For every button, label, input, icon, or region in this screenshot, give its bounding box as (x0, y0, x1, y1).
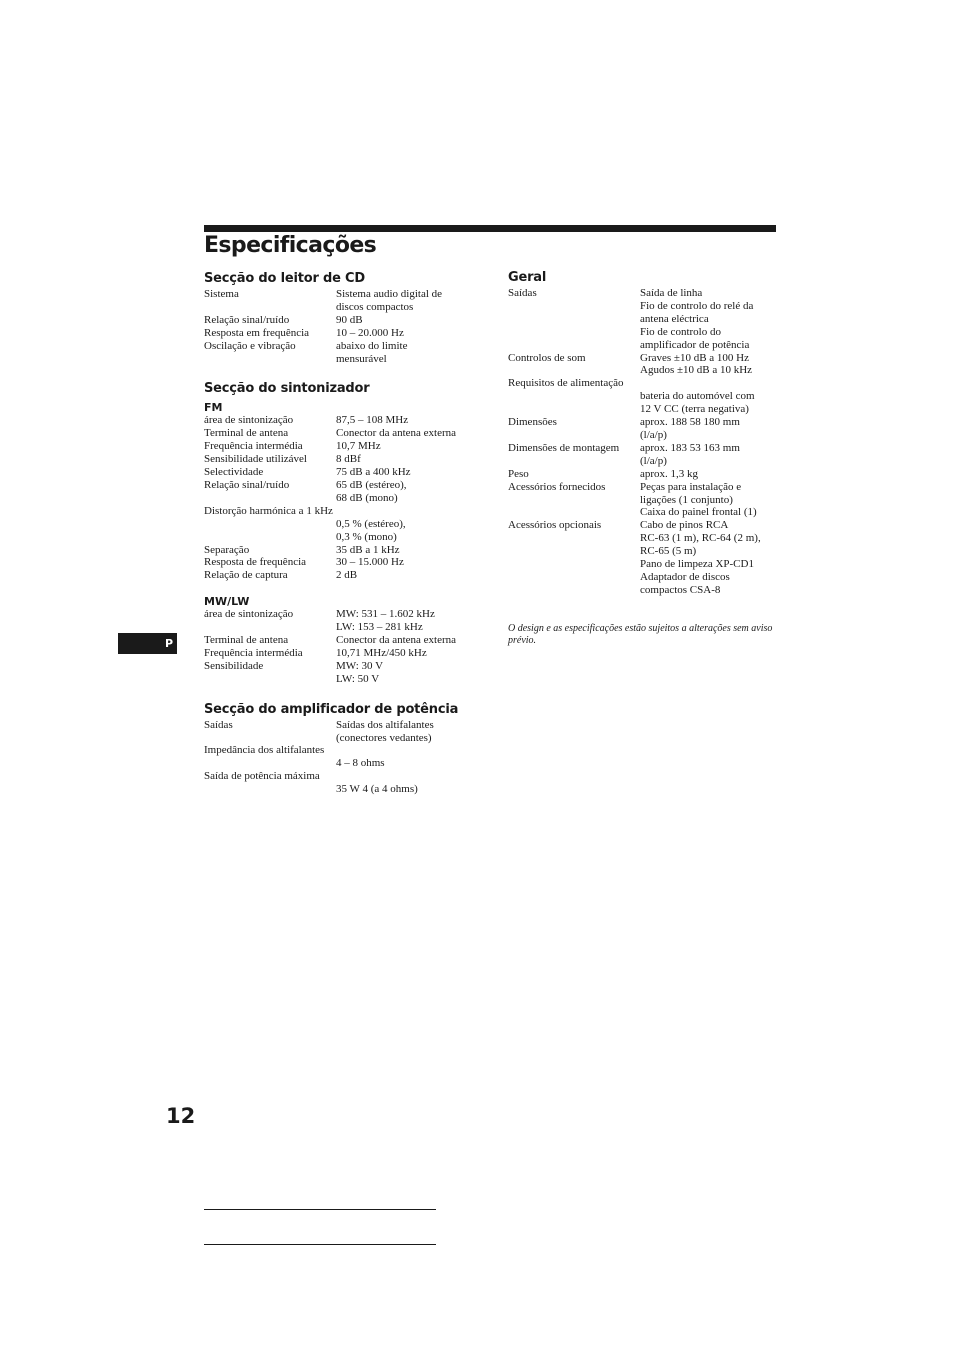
language-tab: P (118, 633, 177, 654)
cd-spec-table (204, 288, 479, 365)
spec-row (204, 744, 479, 757)
spec-row (204, 479, 479, 505)
footer-rule (204, 1244, 436, 1245)
spec-value: 90 dB (336, 313, 363, 326)
spec-label: Impedância dos altifalantes (204, 744, 325, 757)
cd-section-heading: Secção do leitor de CD (204, 271, 365, 286)
spec-row (204, 544, 479, 557)
mwlw-subheading: MW/LW (204, 595, 250, 609)
spec-label: Peso (508, 467, 529, 480)
spec-label: Sistema (204, 288, 239, 300)
spec-label: Distorção harmónica a 1 kHz (204, 504, 333, 517)
spec-label: Saídas (508, 287, 537, 299)
spec-label: Relação sinal/ruído (204, 313, 290, 326)
spec-row (204, 466, 479, 479)
spec-label: área de sintonização (204, 414, 294, 427)
spec-row (508, 468, 778, 481)
spec-row (204, 453, 479, 466)
spec-value: 2 dB (336, 569, 358, 582)
spec-label: Sensibilidade utilizável (204, 453, 307, 466)
spec-value: 10,7 MHz (336, 440, 381, 453)
spec-row (508, 352, 778, 378)
spec-value: Peças para instalação e ligações (1 conjunto) Caixa do painel frontal (1) (640, 480, 757, 519)
spec-label: Sensibilidade (204, 659, 264, 672)
spec-value: 35 W 4 (a 4 ohms) (336, 783, 418, 796)
spec-row (204, 647, 479, 660)
spec-label: área de sintonização (204, 608, 294, 621)
spec-value: Conector da antena externa (336, 427, 457, 440)
spec-label: Requisitos de alimentação (508, 377, 624, 390)
spec-label: Acessórios opcionais (508, 519, 602, 532)
spec-row (508, 287, 778, 352)
title-rule (204, 225, 776, 232)
spec-label: Resposta de frequência (204, 556, 307, 569)
spec-row (204, 440, 479, 453)
amp-spec-table (204, 719, 479, 796)
spec-row (204, 569, 479, 582)
spec-row (204, 427, 479, 440)
page-title: Especificações (204, 233, 377, 258)
spec-row (204, 327, 479, 340)
spec-label: Separação (204, 543, 250, 556)
spec-label: Selectividade (204, 466, 264, 479)
spec-value: 0,5 % (estéreo), 0,3 % (mono) (336, 517, 406, 543)
spec-value: 35 dB a 1 kHz (336, 543, 400, 556)
spec-label: Frequência intermédia (204, 440, 303, 453)
spec-label: Frequência intermédia (204, 646, 303, 659)
spec-label: Terminal de antena (204, 634, 289, 647)
spec-row (508, 481, 778, 520)
spec-value: Conector da antena externa (336, 634, 457, 647)
fm-subheading: FM (204, 401, 223, 415)
spec-value: 75 dB a 400 kHz (336, 466, 411, 479)
spec-value: aprox. 183 53 163 mm (l/a/p) (640, 441, 740, 467)
spec-label: Saídas (204, 718, 233, 731)
mwlw-spec-table (204, 608, 479, 685)
spec-value: Saídas dos altifalantes (conectores vedantes) (336, 718, 434, 744)
spec-label: Relação sinal/ruído (204, 478, 290, 491)
footer-rule (204, 1209, 436, 1210)
spec-value: MW: 531 – 1.602 kHz LW: 153 – 281 kHz (336, 608, 435, 634)
spec-label: Resposta em frequência (204, 326, 310, 339)
spec-row (204, 314, 479, 327)
spec-row (204, 719, 479, 745)
spec-row (204, 414, 479, 427)
left-column (204, 270, 479, 796)
amp-section-heading: Secção do amplificador de potência (204, 701, 459, 717)
spec-row (204, 770, 479, 783)
spec-value: bateria do automóvel com 12 V CC (terra negativa) (640, 390, 755, 416)
spec-row (204, 288, 479, 314)
spec-value: Saída de linha Fio de controlo do relé da antena eléctrica Fio de controlo do amplificador de potência (640, 287, 754, 351)
spec-row (204, 660, 479, 686)
spec-row (508, 416, 778, 442)
spec-row (204, 505, 479, 518)
spec-value: Sistema audio digital de discos compactos (336, 288, 443, 313)
spec-row (204, 608, 479, 634)
spec-value: 10,71 MHz/450 kHz (336, 646, 427, 659)
spec-value: aprox. 1,3 kg (640, 467, 699, 480)
spec-label: Terminal de antena (204, 427, 289, 440)
spec-row (204, 556, 479, 569)
spec-row (508, 442, 778, 468)
disclaimer-note: O design e as especificações estão sujeitos a alterações sem aviso prévio. (508, 622, 773, 646)
spec-value: 4 – 8 ohms (336, 757, 385, 770)
spec-row (508, 377, 778, 390)
spec-value: MW: 30 V LW: 50 V (336, 659, 384, 685)
spec-row (204, 634, 479, 647)
right-column (508, 269, 778, 657)
spec-label: Oscilação e vibração (204, 339, 296, 352)
general-section-heading: Geral (508, 270, 547, 285)
spec-value: Graves ±10 dB a 100 Hz Agudos ±10 dB a 10 kHz (640, 351, 753, 377)
spec-label: Dimensões de montagem (508, 441, 620, 454)
spec-value: 10 – 20.000 Hz (336, 326, 404, 339)
spec-label: Relação de captura (204, 569, 288, 582)
spec-value: 65 dB (estéreo), 68 dB (mono) (336, 478, 407, 504)
spec-label: Dimensões (508, 416, 557, 429)
spec-label: Controlos de som (508, 351, 586, 364)
tuner-section-heading: Secção do sintonizador (204, 381, 370, 397)
spec-value: aprox. 188 58 180 mm (l/a/p) (640, 416, 740, 441)
fm-spec-table (204, 414, 479, 582)
spec-value: 87,5 – 108 MHz (336, 414, 409, 427)
spec-value: 30 – 15.000 Hz (336, 556, 404, 569)
spec-label: Saída de potência máxima (204, 770, 320, 783)
spec-row (204, 340, 479, 366)
spec-value: abaixo do limite mensurável (336, 339, 408, 365)
page-number: 12 (166, 1104, 196, 1128)
spec-row (508, 519, 778, 596)
spec-value: 8 dBf (336, 453, 361, 466)
spec-value: Cabo de pinos RCA RC-63 (1 m), RC-64 (2 m), RC-65 (5 m) Pano de limpeza XP-CD1 Adaptador de discos compactos CSA-8 (640, 519, 761, 596)
general-spec-table (508, 287, 778, 597)
spec-label: Acessórios fornecidos (508, 480, 606, 493)
